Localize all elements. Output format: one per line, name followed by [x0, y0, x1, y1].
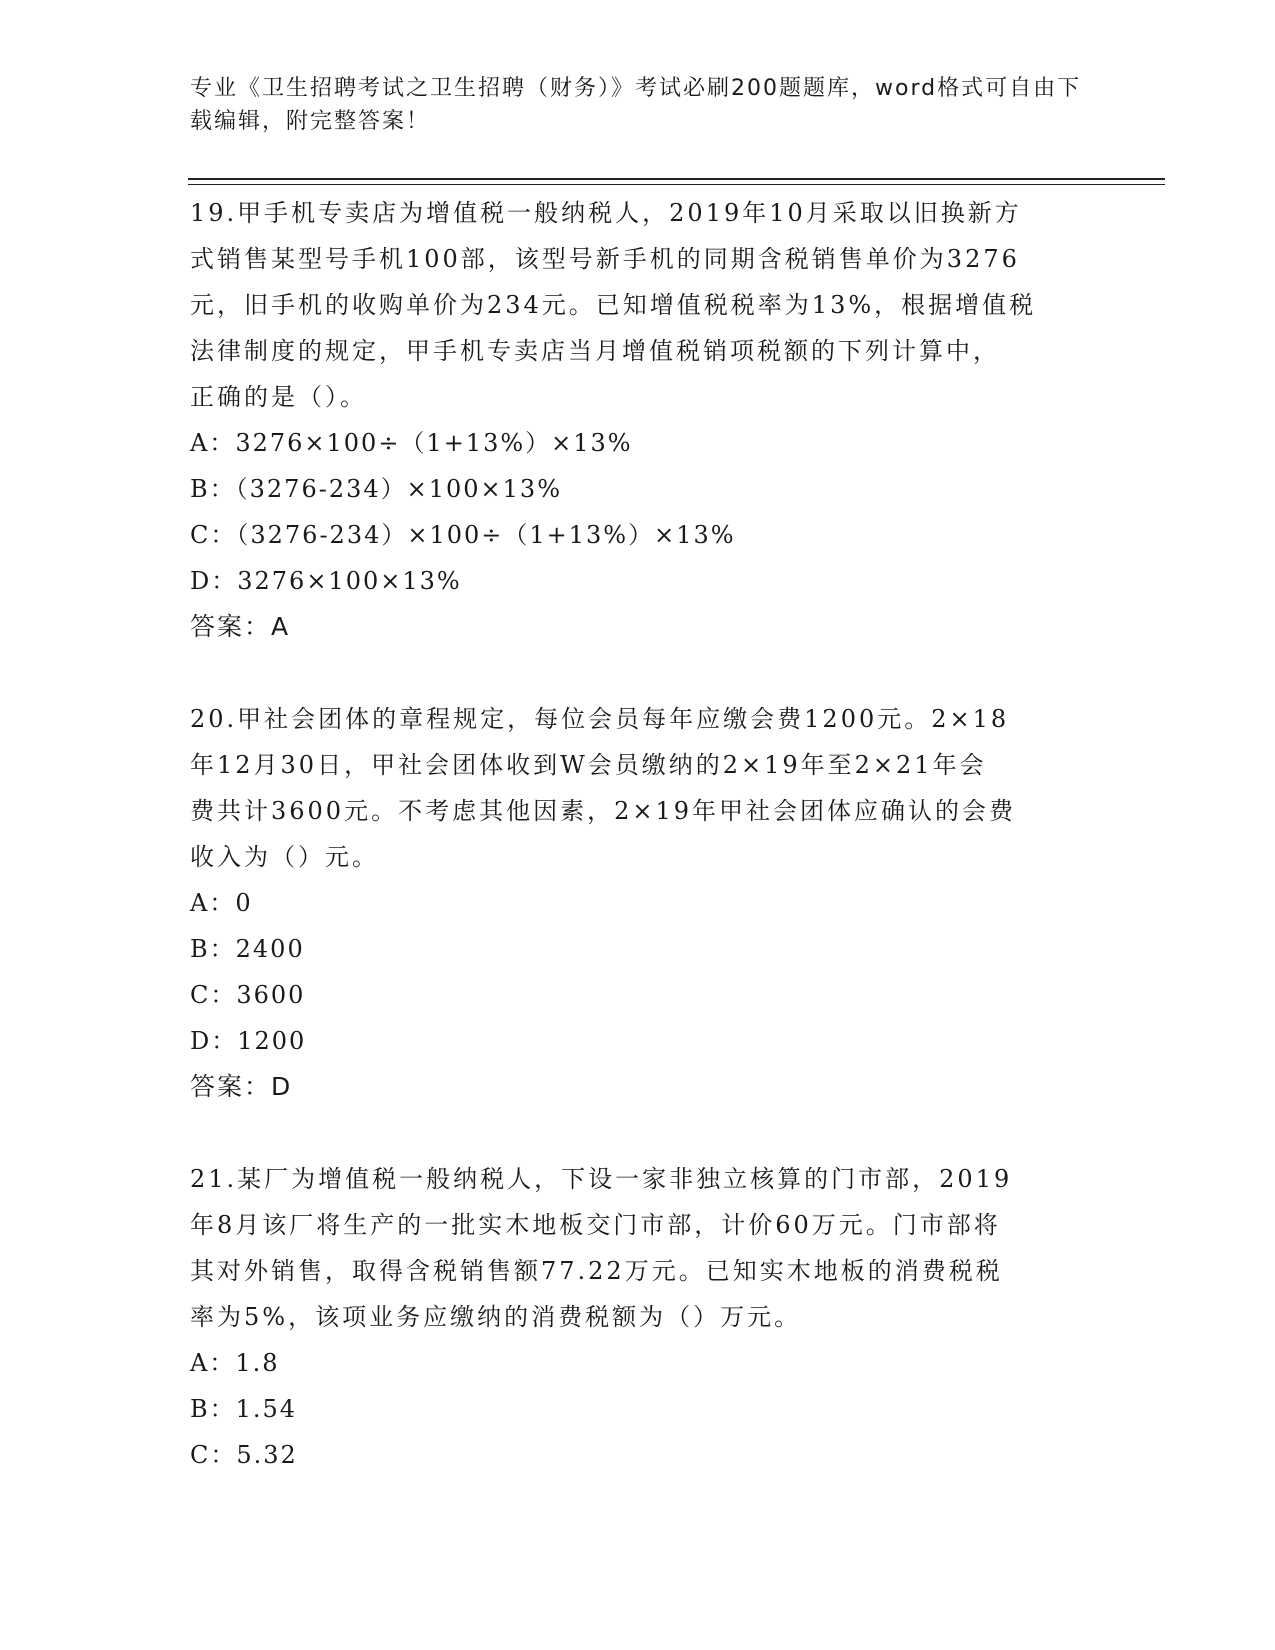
spacer [190, 1110, 1090, 1156]
question-line: 率为5%，该项业务应缴纳的消费税额为（）万元。 [190, 1303, 802, 1331]
option-a: A：3276×100÷（1+13%）×13% [190, 429, 633, 457]
answer: 答案：A [190, 612, 291, 641]
option-d: D：3276×100×13% [190, 567, 462, 595]
question-line: 正确的是（）。 [190, 383, 367, 411]
question-line: 21.某厂为增值税一般纳税人，下设一家非独立核算的门市部，2019 [190, 1165, 1013, 1193]
option-c: C：（3276-234）×100÷（1+13%）×13% [190, 521, 736, 549]
header-divider-thin [188, 184, 1165, 185]
option-c: C：5.32 [190, 1441, 298, 1469]
document-header: 专业《卫生招聘考试之卫生招聘（财务）》考试必刷200题题库，word格式可自由下载编辑，附完整答案！ [190, 76, 1082, 134]
question-line: 19.甲手机专卖店为增值税一般纳税人，2019年10月采取以旧换新方 [190, 199, 1022, 227]
question-line: 式销售某型号手机100部，该型号新手机的同期含税销售单价为3276 [190, 245, 1020, 273]
question-line: 年8月该厂将生产的一批实木地板交门市部，计价60万元。门市部将 [190, 1211, 1001, 1239]
option-b: B：2400 [190, 935, 305, 963]
question-21 [190, 1156, 1090, 1478]
question-20 [190, 696, 1090, 1110]
option-a: A：1.8 [190, 1349, 280, 1377]
option-c: C：3600 [190, 981, 306, 1009]
option-b: B：1.54 [190, 1395, 298, 1423]
question-list [190, 190, 1090, 1478]
answer: 答案：D [190, 1072, 293, 1101]
question-line: 20.甲社会团体的章程规定，每位会员每年应缴会费1200元。2×18 [190, 705, 1010, 733]
option-b: B：（3276-234）×100×13% [190, 475, 563, 503]
question-19 [190, 190, 1090, 650]
header-divider-thick [188, 178, 1165, 180]
question-line: 费共计3600元。不考虑其他因素，2×19年甲社会团体应确认的会费 [190, 797, 1016, 825]
question-line: 元，旧手机的收购单价为234元。已知增值税税率为13%，根据增值税 [190, 291, 1037, 319]
question-line: 收入为（）元。 [190, 843, 379, 871]
question-line: 法律制度的规定，甲手机专卖店当月增值税销项税额的下列计算中， [190, 337, 1000, 365]
question-line: 年12月30日，甲社会团体收到W会员缴纳的2×19年至2×21年会 [190, 751, 987, 779]
question-line: 其对外销售，取得含税销售额77.22万元。已知实木地板的消费税税 [190, 1257, 1003, 1285]
option-a: A：0 [190, 889, 253, 917]
option-d: D：1200 [190, 1027, 307, 1055]
spacer [190, 650, 1090, 696]
